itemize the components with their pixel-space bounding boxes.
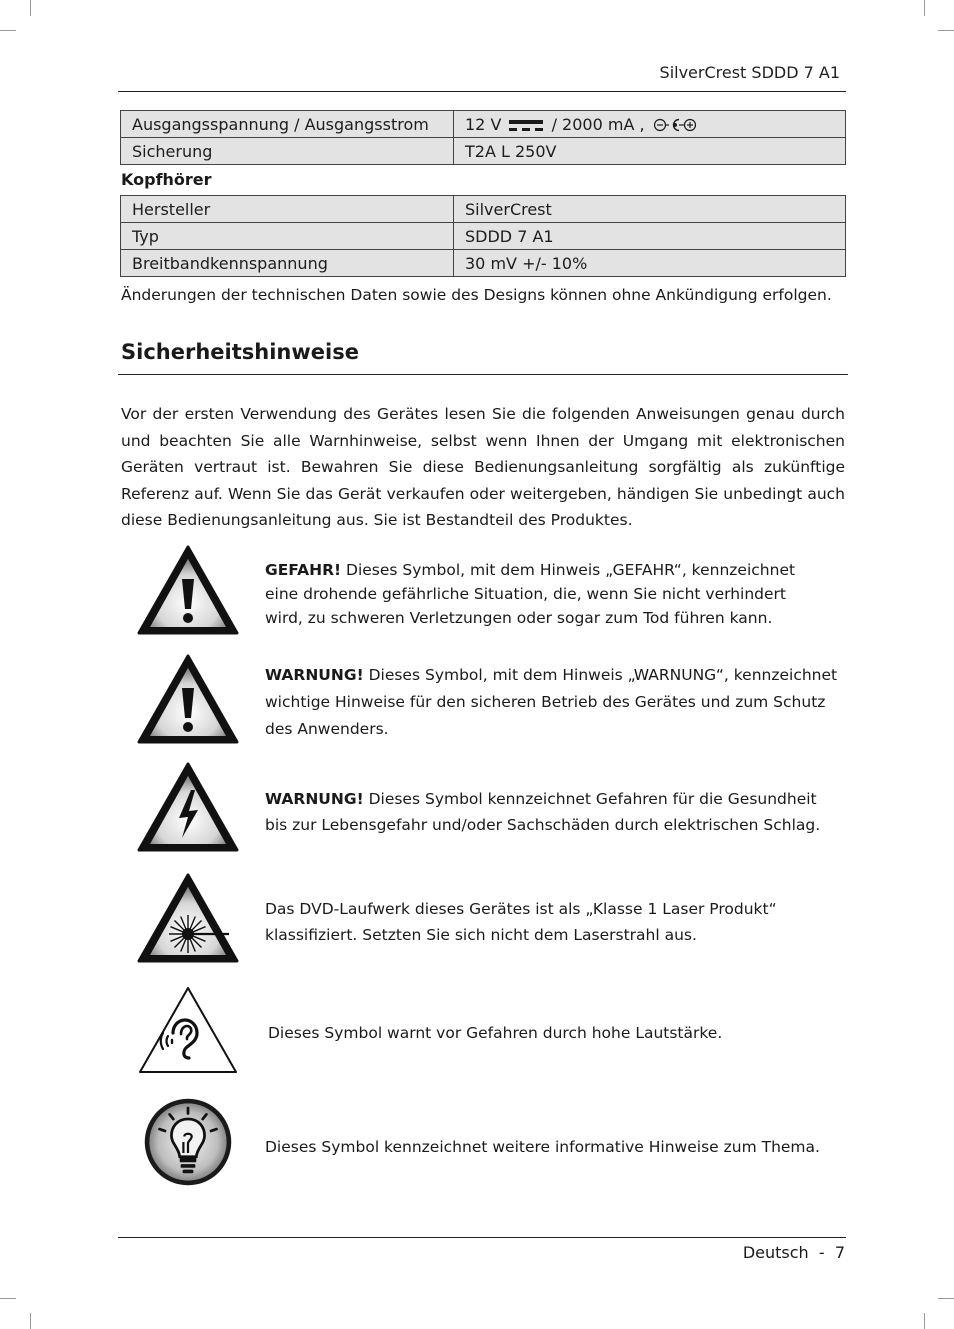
symbol-description (265, 558, 825, 630)
header-rule (118, 91, 846, 92)
section-title: Sicherheitshinweise (121, 340, 359, 364)
symbol-text: Dieses Symbol warnt vor Gefahren durch hohe Lautstärke. (268, 1024, 723, 1042)
page-footer (743, 1243, 845, 1262)
section-rule (118, 374, 848, 375)
symbol-text: Dieses Symbol, mit dem Hinweis „WARNUNG“, kennzeichnet wichtige Hinweise für den sicheren Betrieb des Gerätes und zum Schutz des Anwenders. (265, 666, 838, 738)
table-row (121, 196, 846, 223)
page-number: 7 (834, 1243, 845, 1262)
polarity-icon (654, 118, 696, 132)
table-cell-label: Breitbandkennspannung (121, 250, 454, 277)
symbol-description (265, 786, 835, 838)
footer-separator: - (818, 1243, 825, 1262)
symbol-text: Dieses Symbol kennzeichnet weitere informative Hinweise zum Thema. (265, 1138, 820, 1156)
symbol-label: WARNUNG! (265, 666, 364, 684)
symbol-description (268, 1020, 858, 1046)
table-cell-value: SDDD 7 A1 (454, 223, 846, 250)
danger-warning-icon (137, 545, 239, 637)
table-row (121, 138, 846, 165)
hearing-volume-icon (137, 984, 239, 1076)
symbol-text: Dieses Symbol kennzeichnet Gefahren für die Gesundheit bis zur Lebensgefahr und/oder Sachschäden durch elektrischen Schlag. (265, 790, 821, 834)
crop-mark (0, 1298, 16, 1299)
table-row (121, 111, 846, 138)
table-cell-label: Sicherung (121, 138, 454, 165)
symbol-description (265, 662, 840, 743)
symbol-description (265, 1134, 855, 1160)
table-cell-label: Typ (121, 223, 454, 250)
change-note: Änderungen der technischen Daten sowie des Designs können ohne Ankündigung erfolgen. (121, 286, 832, 304)
symbol-label: GEFAHR! (265, 561, 342, 579)
crop-mark (30, 1313, 31, 1329)
table-cell-value: SilverCrest (454, 196, 846, 223)
crop-mark (0, 30, 16, 31)
table-cell-value (454, 111, 846, 138)
symbol-text: Dieses Symbol, mit dem Hinweis „GEFAHR“, kennzeichnet eine drohende gefährliche Situation, die, wenn Sie nicht verhindert wird, zu schweren Verletzungen oder sogar zum Tod führen kann. (265, 561, 796, 627)
lightbulb-info-icon (137, 1096, 239, 1188)
headphones-spec-table (120, 195, 846, 277)
table-cell-label: Hersteller (121, 196, 454, 223)
intro-paragraph: Vor der ersten Verwendung des Gerätes lesen Sie die folgenden Anweisungen genau durch und beachten Sie alle Warnhinweise, selbst wenn Ihnen der Umgang mit elektronischen Geräten vertraut ist. Bewahren Sie diese Bedienungsanleitung sorgfältig als zukünftige Referenz auf. Wenn Sie das Gerät verkaufen oder weitergeben, händigen Sie unbedingt auch diese Bedienungsanleitung aus. Sie ist Bestandteil des Produktes. (121, 405, 845, 530)
headphones-heading: Kopfhörer (121, 170, 212, 189)
crop-mark (30, 0, 31, 16)
electric-shock-icon (137, 762, 239, 854)
footer-language: Deutsch (742, 1243, 809, 1262)
table-cell-value: T2A L 250V (454, 138, 846, 165)
output-current: / 2000 mA , (551, 114, 645, 134)
crop-mark (924, 1313, 925, 1329)
page-header-title: SilverCrest SDDD 7 A1 (659, 63, 840, 82)
crop-mark (924, 0, 925, 16)
crop-mark (938, 30, 954, 31)
symbol-text: Das DVD-Laufwerk dieses Gerätes ist als „Klasse 1 Laser Produkt“ klassifiziert. Setzten Sie sich nicht dem Laserstrahl aus. (265, 900, 777, 944)
table-row (121, 250, 846, 277)
output-voltage: 12 V (465, 114, 502, 134)
symbol-label: WARNUNG! (265, 790, 364, 808)
symbol-description (265, 896, 840, 948)
dc-current-icon (509, 119, 543, 132)
laser-icon (137, 873, 239, 965)
warning-icon (137, 654, 239, 746)
table-row (121, 223, 846, 250)
footer-rule (118, 1237, 846, 1238)
table-cell-value: 30 mV +/- 10% (454, 250, 846, 277)
crop-mark (938, 1298, 954, 1299)
power-spec-table (120, 110, 846, 165)
table-cell-label: Ausgangsspannung / Ausgangsstrom (121, 111, 454, 138)
